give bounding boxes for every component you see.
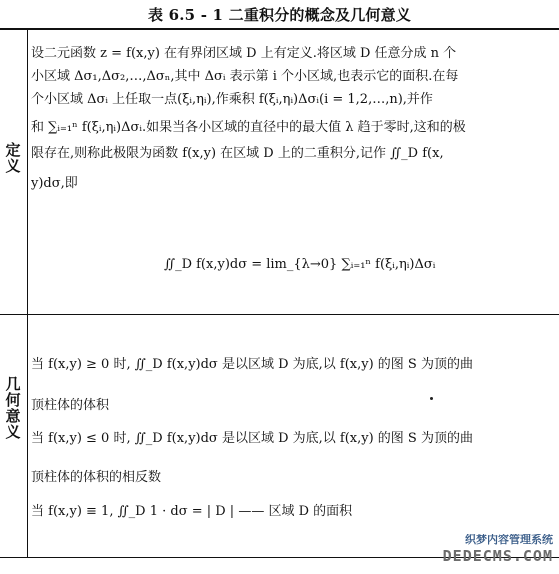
double-integral-formula: ∬_D f(x,y)dσ = lim_{λ→0} ∑ᵢ₌₁ⁿ f(ξᵢ,ηᵢ)Δσᵢ <box>164 257 436 272</box>
definition-line-2: 小区域 Δσ₁,Δσ₂,…,Δσₙ,其中 Δσᵢ 表示第 i 个小区域,也表示它的面积.在每 <box>31 69 459 84</box>
definition-line-4: 和 ∑ᵢ₌₁ⁿ f(ξᵢ,ηᵢ)Δσᵢ.如果当各小区域的直径中的最大值 λ 趋于零时,这和的极 <box>31 120 466 135</box>
watermark-bottom-text: DEDECMS.COM <box>442 547 553 565</box>
definition-line-5: 限存在,则称此极限为函数 f(x,y) 在区域 D 上的二重积分,记作 ∬_D f(x, <box>31 146 444 161</box>
row-divider <box>0 314 559 315</box>
definition-line-3: 个小区域 Δσᵢ 上任取一点(ξᵢ,ηᵢ),作乘积 f(ξᵢ,ηᵢ)Δσᵢ(i = 1,2,…,n),并作 <box>31 92 433 107</box>
meaning-line-4: 顶柱体的体积的相反数 <box>31 470 162 485</box>
watermark <box>425 534 553 568</box>
definition-line-6: y)dσ,即 <box>31 176 78 191</box>
meaning-line-5: 当 f(x,y) ≡ 1, ∬_D 1 · dσ = | D | —— 区域 D 的面积 <box>31 504 353 519</box>
column-divider <box>27 29 28 558</box>
scan-dot <box>430 397 433 400</box>
bottom-rule <box>0 557 559 558</box>
meaning-line-1: 当 f(x,y) ≥ 0 时, ∬_D f(x,y)dσ 是以区域 D 为底,以 f(x,y) 的图 S 为顶的曲 <box>31 357 473 372</box>
meaning-line-3: 当 f(x,y) ≤ 0 时, ∬_D f(x,y)dσ 是以区域 D 为底,以 f(x,y) 的图 S 为顶的曲 <box>31 431 473 446</box>
watermark-top-text: 织梦内容管理系统 <box>465 534 553 546</box>
definition-line-1: 设二元函数 z = f(x,y) 在有界闭区域 D 上有定义.将区域 D 任意分成 n 个 <box>31 46 457 61</box>
top-rule <box>0 28 559 30</box>
meaning-line-2: 顶柱体的体积 <box>31 398 110 413</box>
definition-row-label: 定 义 <box>5 141 21 175</box>
meaning-row-label: 几 何 意 义 <box>5 375 21 441</box>
table-title: 表 6.5 - 1 二重积分的概念及几何意义 <box>147 6 412 24</box>
